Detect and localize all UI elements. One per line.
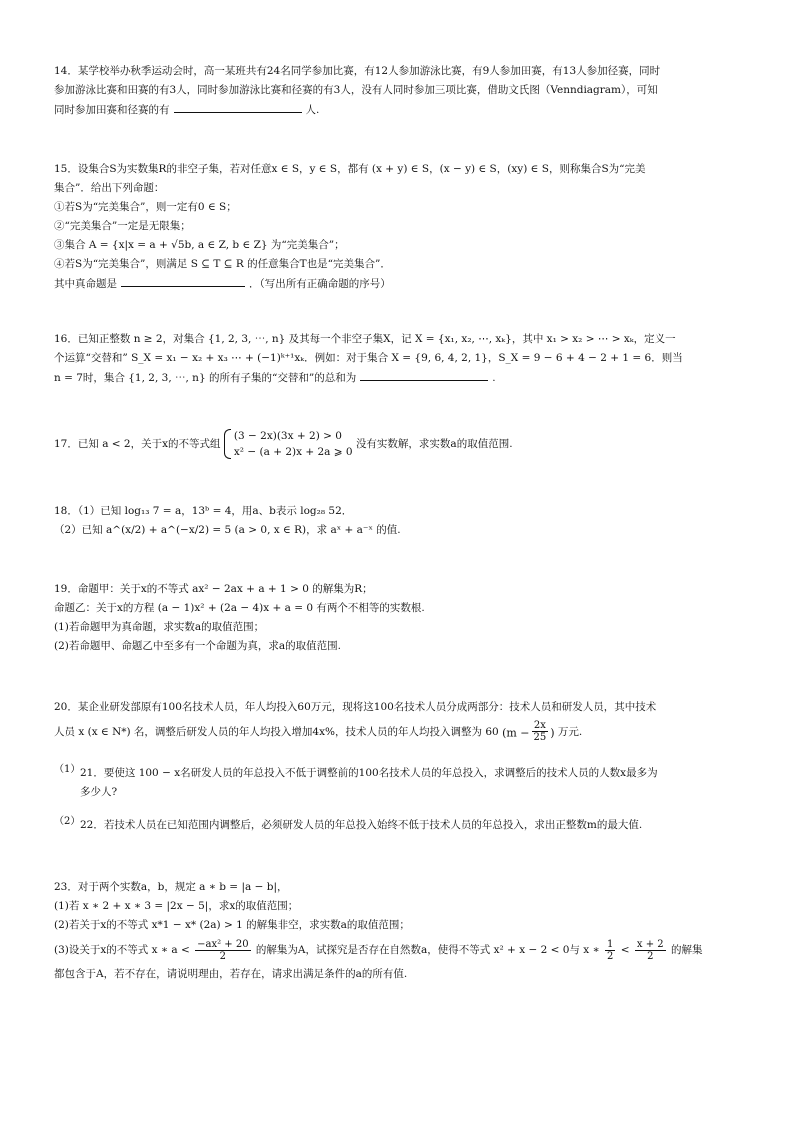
inequality-1: (3 − 2x)(3x + 2) > 0	[233, 430, 342, 442]
question-18	[54, 502, 744, 540]
question-23-line-2: (1)若 x ∗ 2 + x ∗ 3 = |2x − 5|，求x的取值范围；	[54, 900, 299, 912]
question-20	[54, 698, 744, 747]
question-17-text: 17．已知 a < 2，关于x的不等式组	[54, 438, 221, 450]
fraction-x-plus-2	[635, 939, 666, 962]
question-19	[54, 580, 744, 656]
question-18-line-1: 18．（1）已知 log₁₃ 7 = a，13ᵇ = 4，用a、b表示 log₂₈ 52．	[54, 505, 353, 517]
question-15-line-2: 集合”．给出下列命题：	[54, 182, 165, 194]
question-17-line	[54, 424, 744, 464]
answer-blank-16[interactable]	[360, 368, 488, 381]
question-15-line-6: ④若S为“完美集合”，则满足 S ⊆ T ⊆ R 的任意集合T也是“完美集合”．	[54, 258, 391, 270]
question-21	[80, 764, 744, 802]
paren-expression	[502, 720, 554, 744]
fraction-numerator: 1	[607, 938, 614, 950]
question-16-text: n = 7时，集合 {1, 2, 3, ⋯, n} 的所有子集的“交替和”的总和为	[54, 372, 357, 384]
question-21-line-2: 多少人?	[80, 786, 118, 798]
question-14-text: 同时参加田赛和径赛的有	[54, 104, 170, 116]
fraction-denominator: 25	[533, 732, 547, 744]
question-23-line-3: (2)若关于x的不等式 x*1 − x* (2a) > 1 的解集非空，求实数a的取值范围；	[54, 919, 410, 931]
answer-blank-15[interactable]	[121, 274, 245, 287]
question-15-tail: ．（写出所有正确命题的序号）	[249, 278, 391, 290]
fraction-denominator: 2	[647, 950, 654, 962]
fraction-denominator: 2	[607, 950, 614, 962]
question-14	[54, 62, 744, 120]
fraction-one-half	[605, 939, 615, 962]
question-14-tail: 人.	[305, 104, 320, 116]
question-20-text: 人员 x (x ∈ N*) 名，调整后研发人员的年人均投入增加4x%，技术人员的年人均投入调整为 60	[54, 726, 499, 738]
question-15-line-7	[54, 274, 744, 294]
fraction-numerator: −ax² + 20	[197, 938, 249, 950]
question-20-line-1: 20．某企业研发部原有100名技术人员，年人均投入60万元，现将这100名技术人员分成两部分：技术人员和研发人员，其中技术	[54, 701, 657, 713]
question-17-tail: 没有实数解，求实数a的取值范围.	[355, 438, 513, 450]
question-19-line-2: 命题乙：关于x的方程 (a − 1)x² + (2a − 4)x + a = 0 有两个不相等的实数根.	[54, 602, 425, 614]
question-19-line-4: (2)若命题甲、命题乙中至多有一个命题为真，求a的取值范围.	[54, 640, 341, 652]
question-18-line-2: （2）已知 a^(x/2) + a^(−x/2) = 5 (a > 0, x ∈ R)，求 aˣ + a⁻ˣ 的值.	[54, 524, 401, 536]
question-23-mid: 的解集为A，试探究是否存在自然数a，使得不等式 x² + x − 2 < 0与 x ∗	[255, 944, 600, 956]
paren-left: (m −	[502, 726, 530, 740]
question-20-tail: 万元.	[557, 726, 583, 738]
fraction-numerator: 2x	[532, 720, 549, 732]
question-14-line-3	[54, 100, 744, 120]
question-21-line-1: 21．要使这 100 − x名研发人员的年总投入不低于调整前的100名技术人员的年总投入，求调整后的技术人员的人数x最多为	[80, 767, 658, 779]
question-16-line-3	[54, 368, 744, 388]
question-16-line-2: 个运算“交替和” S_X = x₁ − x₂ + x₃ ⋯ + (−1)ᵏ⁺¹xₖ．例如：对于集合 X = {9, 6, 4, 2, 1}，S_X = 9 − 6 + 4 − 2 + 1 = 6．则当	[54, 352, 683, 364]
inequality-2: x² − (a + 2)x + 2a ⩾ 0	[233, 446, 353, 458]
question-22	[80, 816, 744, 835]
question-16-tail: .	[492, 372, 496, 384]
fraction-numerator: x + 2	[636, 938, 664, 950]
question-20-line-2	[54, 717, 744, 747]
question-15	[54, 160, 744, 294]
fraction-denominator: 2	[219, 950, 227, 962]
fraction-2x-over-25	[532, 720, 549, 743]
part-marker-1: （1）	[54, 764, 81, 775]
paren-right: )	[550, 726, 555, 740]
question-23-text: (3)设关于x的不等式 x ∗ a <	[54, 944, 190, 956]
question-23	[54, 878, 744, 984]
question-15-line-1: 15．设集合S为实数集R的非空子集，若对任意x ∈ S，y ∈ S，都有 (x + y) ∈ S，(x − y) ∈ S，(xy) ∈ S，则称集合S为“完美	[54, 163, 646, 175]
question-14-line-1: 14．某学校举办秋季运动会时，高一某班共有24名同学参加比赛，有12人参加游泳比赛，有9人参加田赛，有13人参加径赛，同时	[54, 65, 661, 77]
question-16	[54, 330, 744, 388]
answer-blank-14[interactable]	[174, 100, 302, 113]
question-15-line-4: ②“完美集合”一定是无限集；	[54, 220, 191, 232]
question-23-line-4	[54, 935, 744, 965]
less-than-sign: <	[620, 944, 630, 956]
part-marker-2: （2）	[54, 816, 81, 827]
question-15-line-5: ③集合 A = {x|x = a + √5b, a ∈ Z, b ∈ Z} 为“完美集合”；	[54, 239, 345, 251]
question-23-tail: 的解集	[670, 944, 703, 956]
question-15-line-3: ①若S为“完美集合”，则一定有0 ∈ S；	[54, 201, 237, 213]
question-22-line-1: 22．若技术人员在已知范围内调整后，必须研发人员的年总投入始终不低于技术人员的年总投入，求出正整数m的最大值.	[80, 819, 643, 831]
question-19-line-1: 19．命题甲：关于x的不等式 ax² − 2ax + a + 1 > 0 的解集为R；	[54, 583, 373, 595]
question-19-line-3: (1)若命题甲为真命题，求实数a的取值范围；	[54, 621, 265, 633]
fraction-ax2-plus-20	[195, 939, 250, 962]
question-16-line-1: 16．已知正整数 n ≥ 2，对集合 {1, 2, 3, ⋯, n} 及其每一个非空子集X，记 X = {x₁, x₂, ⋯, xₖ}，其中 x₁ > x₂ > ⋯ > xₖ，定义一	[54, 333, 676, 345]
inequality-system	[224, 428, 353, 460]
question-23-line-1: 23．对于两个实数a，b，规定 a ∗ b = |a − b|，	[54, 881, 288, 893]
question-17	[54, 424, 744, 464]
question-15-text: 其中真命题是	[54, 278, 117, 290]
question-14-line-2: 参加游泳比赛和田赛的有3人，同时参加游泳比赛和径赛的有3人，没有人同时参加三项比赛，借助文氏图（Venndiagram），可知	[54, 84, 658, 96]
question-23-line-5: 都包含于A，若不存在，请说明理由，若存在，请求出满足条件的a的所有值.	[54, 968, 408, 980]
